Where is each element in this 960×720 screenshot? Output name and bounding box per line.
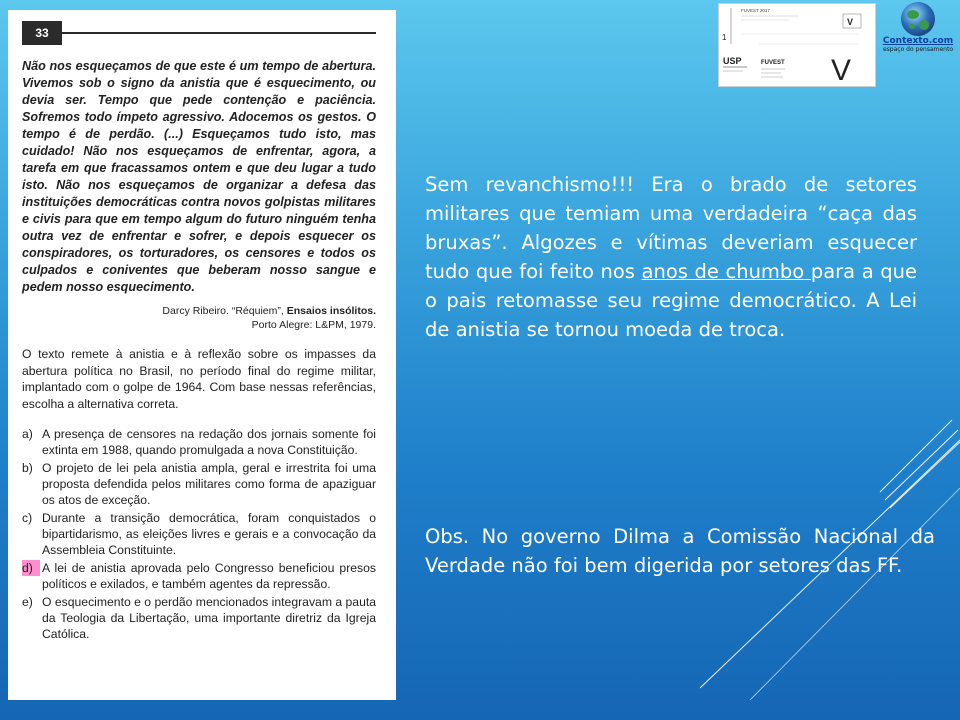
brand-tagline: espaço do pensamento — [882, 46, 954, 53]
answer-letter: V — [831, 54, 852, 86]
question-panel — [8, 10, 396, 700]
option-text: A presença de censores na redação dos jornais somente foi extinta em 1988, quando promulgada a nova Constituição. — [42, 427, 376, 457]
usp-logo: USP — [723, 56, 742, 66]
question-number: 33 — [22, 21, 62, 45]
header-rule — [62, 32, 376, 34]
option-letter-highlighted: d) — [22, 560, 40, 576]
citation-work: Ensaios insólitos. — [286, 305, 376, 317]
option-text: O projeto de lei pela anistia ampla, geral e irrestrita foi uma proposta defendida pelos militares como forma de apaziguar os atos de exceção. — [42, 461, 376, 507]
options-list — [22, 426, 376, 642]
option-e — [22, 594, 376, 642]
option-text: A lei de anistia aprovada pelo Congresso beneficiou presos políticos e exilados, e também agentes da repressão. — [42, 561, 376, 591]
option-a — [22, 426, 376, 458]
option-d — [22, 560, 376, 592]
option-letter: c) — [22, 511, 33, 525]
commentary-part-2: para a que o pais retomasse seu regime democrático. A Lei de anistia se tornou moeda de troca. — [425, 260, 917, 341]
underlined-phrase: anos de chumbo — [641, 260, 811, 283]
question-header — [22, 18, 376, 48]
option-letter: a) — [22, 427, 33, 441]
option-c — [22, 510, 376, 558]
brand-name[interactable]: Contexto.com — [882, 36, 954, 46]
fuvest-logo: FUVEST — [761, 60, 785, 66]
citation-author: Darcy Ribeiro. “Réquiem”, — [162, 305, 284, 317]
quote-text: Não nos esqueçamos de que este é um tempo de abertura. Vivemos sob o signo da anistia que é esquecimento, ou devia ser. Tempo que pede contenção e paciência. Sofremos todo ímpeto agressivo. Adocemos os gestos. O tempo é de perdão. (...) Esqueçamos tudo isto, mas cuidado! Não nos esqueçamos de enfrentar, agora, a tarefa em que fracassamos ontem e que deu lugar a tudo isto. Não nos esqueçamos de organizar a defesa das instituições democráticas contra novos golpistas militares e civis para que em tempo algum do futuro ninguém tenha outra vez de enfrentar e sofrer, e depois esquecer os conspiradores, os torturadores, os censores e todos os culpados e coniventes que beberam nosso sangue e pedem nosso esquecimento. — [22, 59, 376, 294]
question-prompt: O texto remete à anistia e à reflexão sobre os impasses da abertura política no Brasil, no período final do regime militar, implantado com o golpe de 1964. Com base nessas referências, escolha a alternativa correta. — [22, 347, 376, 411]
svg-text:1: 1 — [722, 33, 727, 42]
option-text: Durante a transição democrática, foram conquistados o bipartidarismo, as eleições livres e gerais e a convocação da Assembleia Constituinte. — [42, 511, 376, 557]
svg-text:V: V — [847, 17, 854, 27]
option-letter: b) — [22, 461, 33, 475]
citation-place: Porto Alegre: L&PM, 1979. — [251, 319, 376, 331]
exam-sheet-image — [719, 4, 875, 86]
globe-icon — [901, 2, 935, 36]
main-commentary — [425, 170, 917, 344]
citation — [22, 304, 376, 332]
site-logo — [878, 2, 958, 62]
exam-thumbnail — [718, 3, 876, 87]
commentary-part-1: Sem revanchismo!!! Era o brado de setores militares que temiam uma verdadeira “caça das bruxas”. Algozes e vítimas deveriam esquecer tudo que foi feito nos — [425, 173, 917, 283]
option-letter: e) — [22, 595, 33, 609]
exam-title: FUVEST 2017 — [741, 8, 770, 13]
observation-note: Obs. No governo Dilma a Comissão Nacional da Verdade não foi bem digerida por setores das FF. — [425, 525, 935, 577]
option-text: O esquecimento e o perdão mencionados integravam a pauta da Teologia da Libertação, uma importante diretriz da Igreja Católica. — [42, 595, 377, 641]
option-b — [22, 460, 376, 508]
